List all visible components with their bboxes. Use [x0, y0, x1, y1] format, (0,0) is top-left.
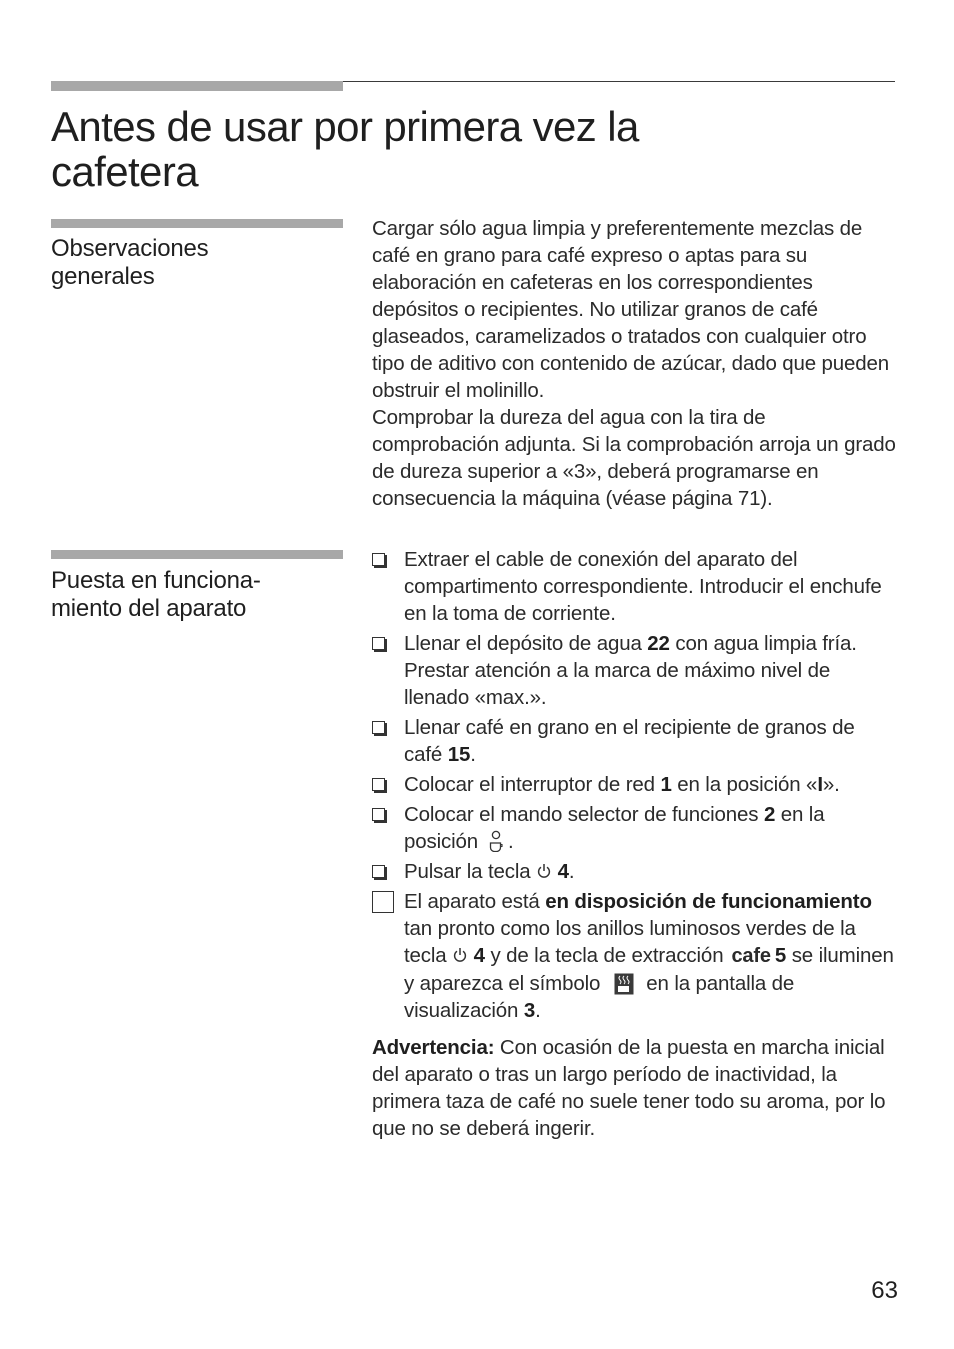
section-rule — [51, 550, 343, 559]
checkbox-icon — [372, 865, 385, 878]
checkbox-icon — [372, 553, 385, 566]
status-note: El aparato está en disposición de funcionamiento tan pronto como los anillos luminosos verdes de la tecla 4 y de la tecla de extracción cafe 5 se iluminen y aparezca el símbolo en la pantalla de visualización 3. — [372, 888, 897, 1024]
steaming-cup-icon — [614, 973, 634, 995]
section-body-puesta-en-funcionamiento — [372, 546, 897, 1142]
checkbox-icon — [372, 808, 385, 821]
section-rule — [51, 219, 343, 228]
checkbox-icon — [372, 637, 385, 650]
list-item: Pulsar la tecla 4. — [372, 858, 897, 885]
section-body-observaciones — [372, 215, 897, 512]
warning-label: Advertencia: — [372, 1036, 495, 1059]
power-icon — [537, 863, 551, 879]
paragraph: Cargar sólo agua limpia y preferentemente mezclas de café en grano para café expreso o aptas para su elaboración en cafeteras en los correspondientes depósitos o recipientes. No utilizar granos de café glaseados, caramelizados o tratados con cualquier otro tipo de aditivo con contenido de azúcar, dado que pueden obstruir el molinillo. — [372, 217, 890, 402]
list-item: Llenar café en grano en el recipiente de granos de café 15. — [372, 714, 897, 768]
section-heading-observaciones: Observaciones generales — [51, 235, 209, 290]
steps-list — [372, 546, 897, 1024]
list-item: Colocar el mando selector de funciones 2 en la posición . — [372, 801, 897, 855]
page-title: Antes de usar por primera vez la cafetera — [51, 103, 639, 195]
header-rule-accent — [51, 81, 343, 91]
list-item: Llenar el depósito de agua 22 con agua limpia fría. Prestar atención a la marca de máximo nivel de llenado «max.». — [372, 630, 897, 711]
list-item: Colocar el interruptor de red 1 en la posición «I». — [372, 771, 897, 798]
section-heading-puesta-en-funcionamiento: Puesta en funciona- miento del aparato — [51, 567, 261, 622]
paragraph: Comprobar la dureza del agua con la tira de comprobación adjunta. Si la comprobación arroja un grado de dureza superior a «3», deberá programarse en consecuencia la máquina (véase página 71). — [372, 406, 896, 510]
checkbox-icon — [372, 721, 385, 734]
page-number: 63 — [871, 1277, 898, 1304]
power-icon — [453, 947, 467, 963]
warning-paragraph: Advertencia: Con ocasión de la puesta en marcha inicial del aparato o tras un largo período de inactividad, la primera taza de café no suele tener todo su aroma, por lo que no se deberá ingerir. — [372, 1036, 886, 1140]
cafe-key-label: cafe — [731, 945, 771, 967]
checkbox-icon — [372, 778, 385, 791]
note-box-icon — [372, 891, 394, 913]
coffee-position-icon — [488, 830, 504, 852]
list-item: Extraer el cable de conexión del aparato del compartimento correspondiente. Introducir el enchufe en la toma de corriente. — [372, 546, 897, 627]
